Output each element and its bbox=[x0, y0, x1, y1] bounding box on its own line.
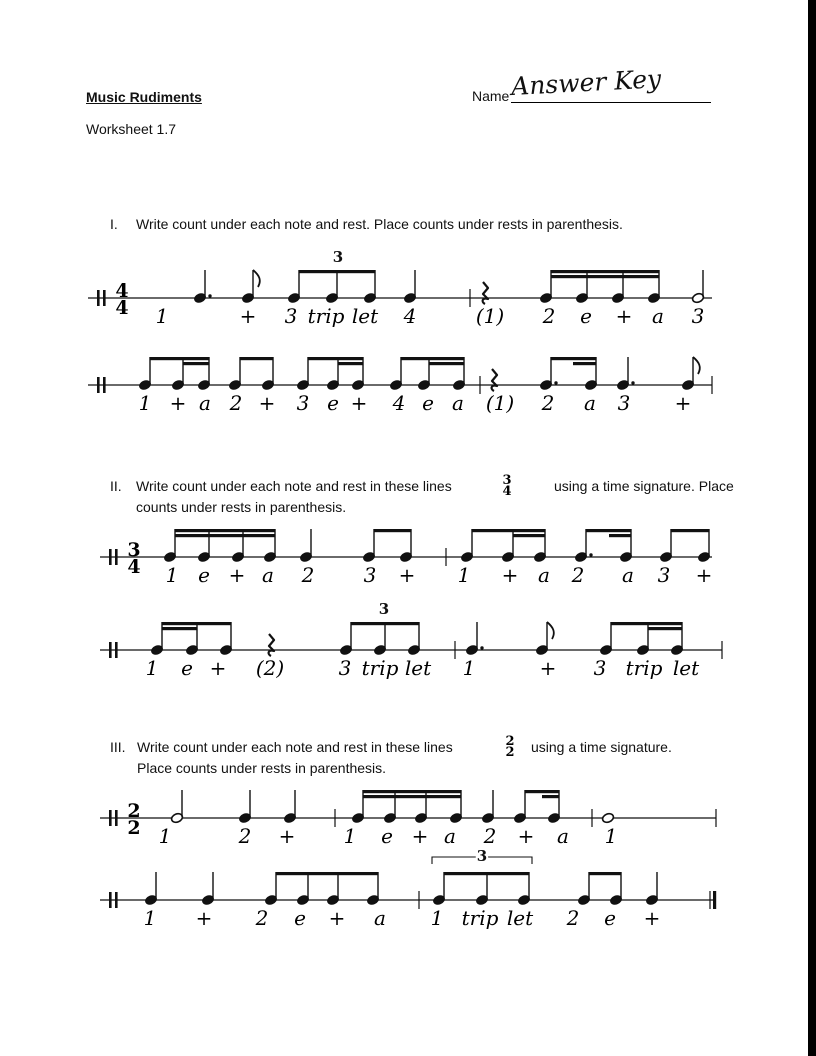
instruction-text-after: using a time signature. Place bbox=[554, 478, 734, 494]
handwritten-count: e bbox=[604, 906, 616, 930]
handwritten-count: a bbox=[652, 304, 664, 328]
handwritten-count: + bbox=[239, 304, 257, 328]
handwritten-count: 2 bbox=[541, 391, 555, 415]
beam bbox=[175, 529, 275, 532]
beam bbox=[276, 872, 378, 875]
handwritten-count: + bbox=[643, 906, 661, 930]
dot bbox=[554, 381, 557, 384]
handwritten-count: e bbox=[181, 656, 193, 680]
handwritten-count: + bbox=[615, 304, 633, 328]
beam bbox=[551, 275, 659, 278]
handwritten-count: let bbox=[351, 304, 379, 328]
percussion-clef bbox=[115, 892, 118, 908]
beam bbox=[351, 622, 419, 625]
staff-6 bbox=[100, 847, 716, 930]
tuplet-number: 3 bbox=[476, 847, 488, 865]
beam bbox=[401, 357, 464, 360]
beam bbox=[429, 362, 464, 365]
handwritten-count: + bbox=[539, 656, 557, 680]
handwritten-count: + bbox=[517, 824, 535, 848]
handwritten-count: 3 bbox=[617, 391, 631, 415]
handwritten-count: a bbox=[538, 563, 550, 587]
staff-5 bbox=[100, 790, 716, 848]
beam bbox=[551, 270, 659, 273]
handwritten-count: + bbox=[695, 563, 713, 587]
handwritten-count: e bbox=[327, 391, 339, 415]
handwritten-count: 1 bbox=[462, 656, 476, 680]
beam bbox=[542, 795, 559, 798]
percussion-clef bbox=[103, 377, 106, 393]
handwritten-count: + bbox=[228, 563, 246, 587]
inline-time-signatures bbox=[502, 473, 514, 760]
beam bbox=[609, 534, 631, 537]
notehead bbox=[601, 812, 614, 824]
handwritten-count: (1) bbox=[475, 304, 505, 328]
beam bbox=[648, 627, 682, 630]
percussion-clef bbox=[109, 642, 112, 658]
staff-3 bbox=[100, 529, 712, 587]
handwritten-count: + bbox=[501, 563, 519, 587]
percussion-clef bbox=[109, 892, 112, 908]
handwritten-count: 3 bbox=[363, 563, 377, 587]
handwritten-count: 4 bbox=[392, 391, 406, 415]
beam bbox=[183, 362, 209, 365]
handwritten-count: (1) bbox=[485, 391, 515, 415]
handwritten-count: a bbox=[452, 391, 464, 415]
handwritten-count: a bbox=[262, 563, 274, 587]
percussion-clef bbox=[115, 549, 118, 565]
handwritten-count: (2) bbox=[255, 656, 285, 680]
handwritten-count: 3 bbox=[296, 391, 310, 415]
flag bbox=[547, 622, 554, 639]
worksheet-subtitle: Worksheet 1.7 bbox=[86, 121, 177, 137]
name-label: Name bbox=[472, 88, 510, 104]
handwritten-count: 3 bbox=[593, 656, 607, 680]
beam bbox=[299, 270, 375, 273]
staff-4 bbox=[100, 600, 722, 680]
beam bbox=[586, 529, 631, 532]
handwritten-count: 2 bbox=[571, 563, 585, 587]
beam bbox=[308, 357, 363, 360]
handwritten-count: 2 bbox=[566, 906, 580, 930]
handwritten-count: 1 bbox=[430, 906, 444, 930]
handwritten-count: e bbox=[294, 906, 306, 930]
dot bbox=[480, 646, 483, 649]
handwritten-count: 1 bbox=[158, 824, 172, 848]
final-barline bbox=[713, 891, 716, 909]
worksheet-title: Music Rudiments bbox=[86, 89, 202, 105]
handwritten-count: 2 bbox=[255, 906, 269, 930]
time-signature-top: 4 bbox=[115, 280, 129, 302]
handwritten-count: a bbox=[584, 391, 596, 415]
instruction-text: Write count under each note and rest in these lines bbox=[137, 739, 453, 755]
handwritten-count: a bbox=[557, 824, 569, 848]
handwritten-count: 4 bbox=[403, 304, 417, 328]
time-signature-bottom: 4 bbox=[127, 556, 141, 578]
handwritten-count: 1 bbox=[343, 824, 357, 848]
quarter-rest bbox=[269, 634, 274, 656]
beam bbox=[374, 529, 411, 532]
handwritten-count: + bbox=[328, 906, 346, 930]
handwritten-count: + bbox=[350, 391, 368, 415]
beam bbox=[150, 357, 209, 360]
instruction-text-line2: counts under rests in parenthesis. bbox=[136, 499, 347, 515]
handwritten-count: trip bbox=[625, 656, 663, 680]
handwritten-count: 2 bbox=[483, 824, 497, 848]
handwritten-count: 1 bbox=[604, 824, 618, 848]
handwritten-count: + bbox=[278, 824, 296, 848]
time-signature-bottom: 4 bbox=[115, 297, 129, 319]
handwritten-count: + bbox=[398, 563, 416, 587]
percussion-clef bbox=[103, 290, 106, 306]
dot bbox=[208, 294, 211, 297]
dot bbox=[589, 553, 592, 556]
handwritten-count: 1 bbox=[165, 563, 179, 587]
instruction-text: Write count under each note and rest. Place counts under rests in parenthesis. bbox=[136, 216, 623, 232]
beam bbox=[513, 534, 545, 537]
handwritten-count: 1 bbox=[143, 906, 157, 930]
inline-ts-bottom: 2 bbox=[505, 745, 515, 760]
instruction-text-line2: Place counts under rests in parenthesis. bbox=[137, 760, 387, 776]
beam bbox=[240, 357, 273, 360]
handwritten-count: 3 bbox=[338, 656, 352, 680]
handwritten-count: trip bbox=[461, 906, 499, 930]
handwritten-count: e bbox=[580, 304, 592, 328]
instruction-text-after: using a time signature. bbox=[531, 739, 672, 755]
handwritten-count: 3 bbox=[284, 304, 298, 328]
beam bbox=[444, 872, 529, 875]
handwritten-count: 2 bbox=[301, 563, 315, 587]
handwritten-count: 1 bbox=[155, 304, 169, 328]
handwritten-count: e bbox=[422, 391, 434, 415]
percussion-clef bbox=[109, 549, 112, 565]
beam bbox=[162, 622, 231, 625]
handwritten-count: 1 bbox=[145, 656, 159, 680]
time-signature-top: 3 bbox=[127, 539, 141, 561]
tuplet-number: 3 bbox=[332, 248, 344, 266]
handwritten-count: + bbox=[411, 824, 429, 848]
time-signature-bottom: 2 bbox=[127, 817, 141, 839]
inline-ts-bottom: 4 bbox=[502, 484, 512, 499]
name-handwritten: Answer Key bbox=[510, 64, 662, 101]
inline-ts-top: 3 bbox=[502, 473, 512, 488]
handwritten-count: 2 bbox=[238, 824, 252, 848]
beam bbox=[175, 534, 275, 537]
section-number: III. bbox=[110, 739, 126, 755]
staves bbox=[88, 248, 722, 930]
handwritten-count: let bbox=[404, 656, 432, 680]
handwritten-count: + bbox=[674, 391, 692, 415]
beam bbox=[671, 529, 709, 532]
quarter-rest bbox=[492, 369, 497, 391]
percussion-clef bbox=[115, 810, 118, 826]
percussion-clef bbox=[115, 642, 118, 658]
dot bbox=[631, 381, 634, 384]
handwritten-count: 1 bbox=[457, 563, 471, 587]
time-signature-top: 2 bbox=[127, 800, 141, 822]
handwritten-count: + bbox=[195, 906, 213, 930]
handwritten-count: e bbox=[198, 563, 210, 587]
handwritten-count: a bbox=[622, 563, 634, 587]
handwritten-count: 2 bbox=[229, 391, 243, 415]
section-number: I. bbox=[110, 216, 118, 232]
handwritten-count: 2 bbox=[542, 304, 556, 328]
beam bbox=[525, 790, 559, 793]
inline-ts-top: 2 bbox=[505, 734, 515, 749]
flag bbox=[253, 270, 260, 287]
beam bbox=[551, 357, 596, 360]
tuplet-number: 3 bbox=[378, 600, 390, 618]
handwritten-count: trip bbox=[307, 304, 345, 328]
beam bbox=[338, 362, 363, 365]
beam bbox=[611, 622, 682, 625]
handwritten-count: + bbox=[169, 391, 187, 415]
percussion-clef bbox=[97, 290, 100, 306]
section-number: II. bbox=[110, 478, 122, 494]
quarter-rest bbox=[483, 282, 488, 304]
handwritten-count: 1 bbox=[138, 391, 152, 415]
handwritten-count: a bbox=[199, 391, 211, 415]
handwritten-count: e bbox=[381, 824, 393, 848]
percussion-clef bbox=[109, 810, 112, 826]
beam bbox=[573, 362, 596, 365]
handwritten-count: let bbox=[506, 906, 534, 930]
beam bbox=[472, 529, 545, 532]
beam bbox=[363, 795, 461, 798]
handwritten-count: + bbox=[209, 656, 227, 680]
handwritten-count: 3 bbox=[691, 304, 705, 328]
staff-2 bbox=[88, 357, 712, 415]
flag bbox=[693, 357, 700, 374]
handwritten-count: let bbox=[672, 656, 700, 680]
handwritten-count: + bbox=[258, 391, 276, 415]
percussion-clef bbox=[97, 377, 100, 393]
handwritten-count: 3 bbox=[657, 563, 671, 587]
staff-1 bbox=[88, 248, 712, 328]
handwritten-count: a bbox=[444, 824, 456, 848]
handwritten-count: trip bbox=[361, 656, 399, 680]
beam bbox=[363, 790, 461, 793]
instruction-text: Write count under each note and rest in these lines bbox=[136, 478, 452, 494]
beam bbox=[589, 872, 621, 875]
handwritten-count: a bbox=[374, 906, 386, 930]
beam bbox=[162, 627, 197, 630]
